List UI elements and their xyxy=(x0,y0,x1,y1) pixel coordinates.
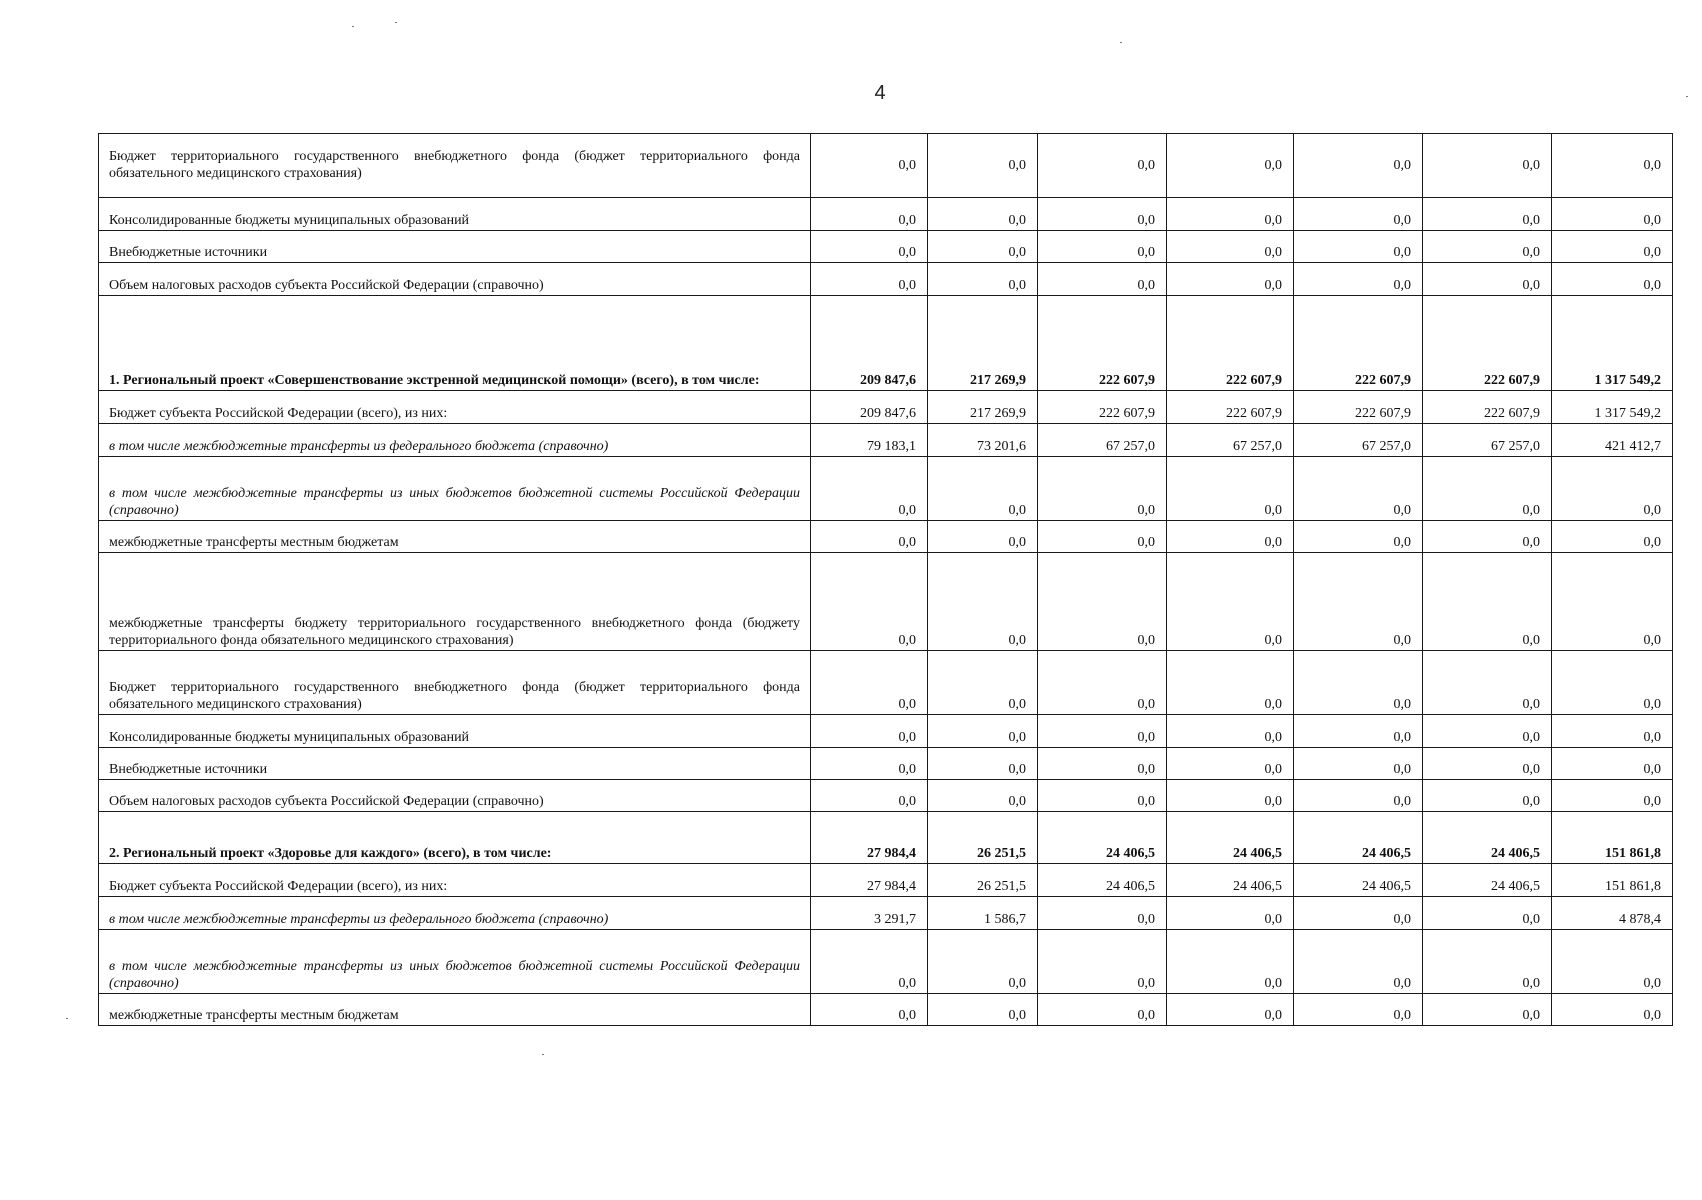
value-cell: 0,0 xyxy=(1552,715,1673,748)
value-cell: 222 607,9 xyxy=(1423,296,1552,391)
value-cell: 0,0 xyxy=(1294,715,1423,748)
value-cell: 0,0 xyxy=(1038,930,1167,994)
value-cell: 0,0 xyxy=(1423,521,1552,553)
value-cell: 0,0 xyxy=(1423,748,1552,780)
value-cell: 151 861,8 xyxy=(1552,864,1673,897)
scan-speck xyxy=(1120,42,1122,43)
value-cell: 1 586,7 xyxy=(928,897,1038,930)
value-cell: 0,0 xyxy=(928,651,1038,715)
value-cell: 209 847,6 xyxy=(811,391,928,424)
value-cell: 0,0 xyxy=(1423,134,1552,198)
value-cell: 0,0 xyxy=(1167,134,1294,198)
value-cell: 222 607,9 xyxy=(1167,391,1294,424)
value-cell: 222 607,9 xyxy=(1038,391,1167,424)
row-label: Бюджет субъекта Российской Федерации (всего), из них: xyxy=(99,864,811,897)
value-cell: 0,0 xyxy=(1552,748,1673,780)
value-cell: 0,0 xyxy=(1294,651,1423,715)
value-cell: 222 607,9 xyxy=(1038,296,1167,391)
value-cell: 0,0 xyxy=(1038,231,1167,263)
value-cell: 0,0 xyxy=(928,198,1038,231)
value-cell: 0,0 xyxy=(1167,231,1294,263)
value-cell: 0,0 xyxy=(1423,263,1552,296)
row-label: Внебюджетные источники xyxy=(99,748,811,780)
value-cell: 0,0 xyxy=(1038,134,1167,198)
table-row xyxy=(99,553,1673,651)
row-label: Бюджет территориального государственного внебюджетного фонда (бюджет территориального фонда обязательного медицинского страхования) xyxy=(99,651,811,715)
value-cell: 1 317 549,2 xyxy=(1552,296,1673,391)
value-cell: 151 861,8 xyxy=(1552,812,1673,864)
value-cell: 0,0 xyxy=(1294,263,1423,296)
value-cell: 0,0 xyxy=(1038,263,1167,296)
value-cell: 0,0 xyxy=(1167,897,1294,930)
value-cell: 0,0 xyxy=(1423,231,1552,263)
value-cell: 0,0 xyxy=(1038,553,1167,651)
value-cell: 0,0 xyxy=(1423,715,1552,748)
table-row xyxy=(99,864,1673,897)
table-row xyxy=(99,812,1673,864)
value-cell: 3 291,7 xyxy=(811,897,928,930)
value-cell: 0,0 xyxy=(1423,897,1552,930)
table-row xyxy=(99,457,1673,521)
value-cell: 0,0 xyxy=(1167,930,1294,994)
table-row xyxy=(99,994,1673,1026)
value-cell: 1 317 549,2 xyxy=(1552,391,1673,424)
value-cell: 24 406,5 xyxy=(1167,864,1294,897)
table-row xyxy=(99,897,1673,930)
value-cell: 0,0 xyxy=(1038,457,1167,521)
value-cell: 0,0 xyxy=(1552,457,1673,521)
value-cell: 0,0 xyxy=(1423,198,1552,231)
row-label: межбюджетные трансферты местным бюджетам xyxy=(99,521,811,553)
value-cell: 0,0 xyxy=(811,198,928,231)
value-cell: 0,0 xyxy=(928,780,1038,812)
value-cell: 0,0 xyxy=(1552,198,1673,231)
value-cell: 0,0 xyxy=(1294,780,1423,812)
table-row xyxy=(99,424,1673,457)
value-cell: 4 878,4 xyxy=(1552,897,1673,930)
row-label: Объем налоговых расходов субъекта Российской Федерации (справочно) xyxy=(99,780,811,812)
value-cell: 0,0 xyxy=(1423,780,1552,812)
scan-speck xyxy=(395,22,397,23)
value-cell: 0,0 xyxy=(1294,198,1423,231)
value-cell: 24 406,5 xyxy=(1038,812,1167,864)
value-cell: 0,0 xyxy=(811,780,928,812)
row-label: в том числе межбюджетные трансферты из иных бюджетов бюджетной системы Российской Федерации (справочно) xyxy=(99,930,811,994)
table-row xyxy=(99,134,1673,198)
value-cell: 0,0 xyxy=(1038,748,1167,780)
value-cell: 0,0 xyxy=(811,553,928,651)
value-cell: 0,0 xyxy=(1552,930,1673,994)
value-cell: 0,0 xyxy=(1552,134,1673,198)
value-cell: 0,0 xyxy=(1552,231,1673,263)
table-row xyxy=(99,651,1673,715)
row-label: Бюджет субъекта Российской Федерации (всего), из них: xyxy=(99,391,811,424)
table-row xyxy=(99,263,1673,296)
value-cell: 0,0 xyxy=(928,231,1038,263)
value-cell: 0,0 xyxy=(811,231,928,263)
value-cell: 0,0 xyxy=(1552,651,1673,715)
row-label: 2. Региональный проект «Здоровье для каждого» (всего), в том числе: xyxy=(99,812,811,864)
value-cell: 0,0 xyxy=(1167,263,1294,296)
value-cell: 0,0 xyxy=(1294,994,1423,1026)
value-cell: 0,0 xyxy=(1167,198,1294,231)
scan-speck xyxy=(66,1018,68,1019)
value-cell: 0,0 xyxy=(1423,930,1552,994)
value-cell: 67 257,0 xyxy=(1167,424,1294,457)
value-cell: 0,0 xyxy=(1423,457,1552,521)
value-cell: 0,0 xyxy=(811,521,928,553)
value-cell: 0,0 xyxy=(1167,651,1294,715)
value-cell: 0,0 xyxy=(1038,198,1167,231)
value-cell: 421 412,7 xyxy=(1552,424,1673,457)
value-cell: 0,0 xyxy=(1167,780,1294,812)
table-row xyxy=(99,198,1673,231)
value-cell: 0,0 xyxy=(1038,897,1167,930)
budget-table xyxy=(98,133,1673,1026)
scan-speck xyxy=(352,26,354,27)
budget-table-body xyxy=(99,134,1673,1026)
value-cell: 0,0 xyxy=(1038,521,1167,553)
value-cell: 0,0 xyxy=(1038,994,1167,1026)
value-cell: 26 251,5 xyxy=(928,864,1038,897)
row-label: Внебюджетные источники xyxy=(99,231,811,263)
row-label: Консолидированные бюджеты муниципальных образований xyxy=(99,715,811,748)
value-cell: 0,0 xyxy=(811,651,928,715)
value-cell: 0,0 xyxy=(1294,897,1423,930)
value-cell: 0,0 xyxy=(928,930,1038,994)
value-cell: 67 257,0 xyxy=(1423,424,1552,457)
value-cell: 0,0 xyxy=(1552,553,1673,651)
scan-speck xyxy=(1686,96,1688,97)
table-row xyxy=(99,930,1673,994)
value-cell: 209 847,6 xyxy=(811,296,928,391)
value-cell: 0,0 xyxy=(1038,780,1167,812)
table-row xyxy=(99,780,1673,812)
value-cell: 0,0 xyxy=(1167,457,1294,521)
value-cell: 0,0 xyxy=(1294,748,1423,780)
value-cell: 26 251,5 xyxy=(928,812,1038,864)
value-cell: 67 257,0 xyxy=(1038,424,1167,457)
value-cell: 0,0 xyxy=(1552,263,1673,296)
table-row xyxy=(99,748,1673,780)
value-cell: 0,0 xyxy=(928,521,1038,553)
value-cell: 217 269,9 xyxy=(928,391,1038,424)
value-cell: 0,0 xyxy=(811,748,928,780)
value-cell: 0,0 xyxy=(1167,521,1294,553)
value-cell: 222 607,9 xyxy=(1167,296,1294,391)
value-cell: 0,0 xyxy=(1294,457,1423,521)
value-cell: 0,0 xyxy=(1038,651,1167,715)
page-number: 4 xyxy=(874,82,886,104)
value-cell: 0,0 xyxy=(1423,553,1552,651)
value-cell: 0,0 xyxy=(928,263,1038,296)
value-cell: 222 607,9 xyxy=(1294,391,1423,424)
row-label: в том числе межбюджетные трансферты из федерального бюджета (справочно) xyxy=(99,424,811,457)
row-label: 1. Региональный проект «Совершенствование экстренной медицинской помощи» (всего), в том числе: xyxy=(99,296,811,391)
value-cell: 0,0 xyxy=(928,715,1038,748)
value-cell: 222 607,9 xyxy=(1423,391,1552,424)
value-cell: 0,0 xyxy=(928,748,1038,780)
value-cell: 217 269,9 xyxy=(928,296,1038,391)
value-cell: 0,0 xyxy=(811,457,928,521)
value-cell: 0,0 xyxy=(928,994,1038,1026)
table-row xyxy=(99,715,1673,748)
row-label: межбюджетные трансферты бюджету территориального государственного внебюджетного фонда (бюджету территориального фонда обязательного медицинского страхования) xyxy=(99,553,811,651)
value-cell: 0,0 xyxy=(1552,780,1673,812)
value-cell: 0,0 xyxy=(1423,994,1552,1026)
value-cell: 24 406,5 xyxy=(1294,864,1423,897)
value-cell: 24 406,5 xyxy=(1038,864,1167,897)
value-cell: 0,0 xyxy=(1038,715,1167,748)
value-cell: 24 406,5 xyxy=(1167,812,1294,864)
value-cell: 0,0 xyxy=(811,930,928,994)
value-cell: 0,0 xyxy=(1294,553,1423,651)
table-row xyxy=(99,296,1673,391)
value-cell: 79 183,1 xyxy=(811,424,928,457)
table-row xyxy=(99,231,1673,263)
value-cell: 0,0 xyxy=(1294,231,1423,263)
value-cell: 0,0 xyxy=(1552,521,1673,553)
value-cell: 24 406,5 xyxy=(1423,812,1552,864)
row-label: в том числе межбюджетные трансферты из иных бюджетов бюджетной системы Российской Федерации (справочно) xyxy=(99,457,811,521)
value-cell: 0,0 xyxy=(1167,553,1294,651)
row-label: Бюджет территориального государственного внебюджетного фонда (бюджет территориального фонда обязательного медицинского страхования) xyxy=(99,134,811,198)
value-cell: 24 406,5 xyxy=(1423,864,1552,897)
value-cell: 67 257,0 xyxy=(1294,424,1423,457)
value-cell: 0,0 xyxy=(811,994,928,1026)
value-cell: 0,0 xyxy=(928,457,1038,521)
row-label: Объем налоговых расходов субъекта Российской Федерации (справочно) xyxy=(99,263,811,296)
table-row xyxy=(99,521,1673,553)
value-cell: 27 984,4 xyxy=(811,812,928,864)
value-cell: 0,0 xyxy=(1167,715,1294,748)
value-cell: 27 984,4 xyxy=(811,864,928,897)
value-cell: 0,0 xyxy=(928,553,1038,651)
value-cell: 0,0 xyxy=(1423,651,1552,715)
value-cell: 0,0 xyxy=(1552,994,1673,1026)
value-cell: 0,0 xyxy=(928,134,1038,198)
value-cell: 222 607,9 xyxy=(1294,296,1423,391)
row-label: Консолидированные бюджеты муниципальных образований xyxy=(99,198,811,231)
value-cell: 0,0 xyxy=(1294,521,1423,553)
value-cell: 73 201,6 xyxy=(928,424,1038,457)
value-cell: 0,0 xyxy=(1294,930,1423,994)
row-label: межбюджетные трансферты местным бюджетам xyxy=(99,994,811,1026)
value-cell: 0,0 xyxy=(1167,748,1294,780)
value-cell: 0,0 xyxy=(1294,134,1423,198)
table-row xyxy=(99,391,1673,424)
value-cell: 0,0 xyxy=(811,715,928,748)
value-cell: 0,0 xyxy=(1167,994,1294,1026)
scan-speck xyxy=(542,1054,544,1055)
value-cell: 0,0 xyxy=(811,263,928,296)
value-cell: 24 406,5 xyxy=(1294,812,1423,864)
row-label: в том числе межбюджетные трансферты из федерального бюджета (справочно) xyxy=(99,897,811,930)
value-cell: 0,0 xyxy=(811,134,928,198)
